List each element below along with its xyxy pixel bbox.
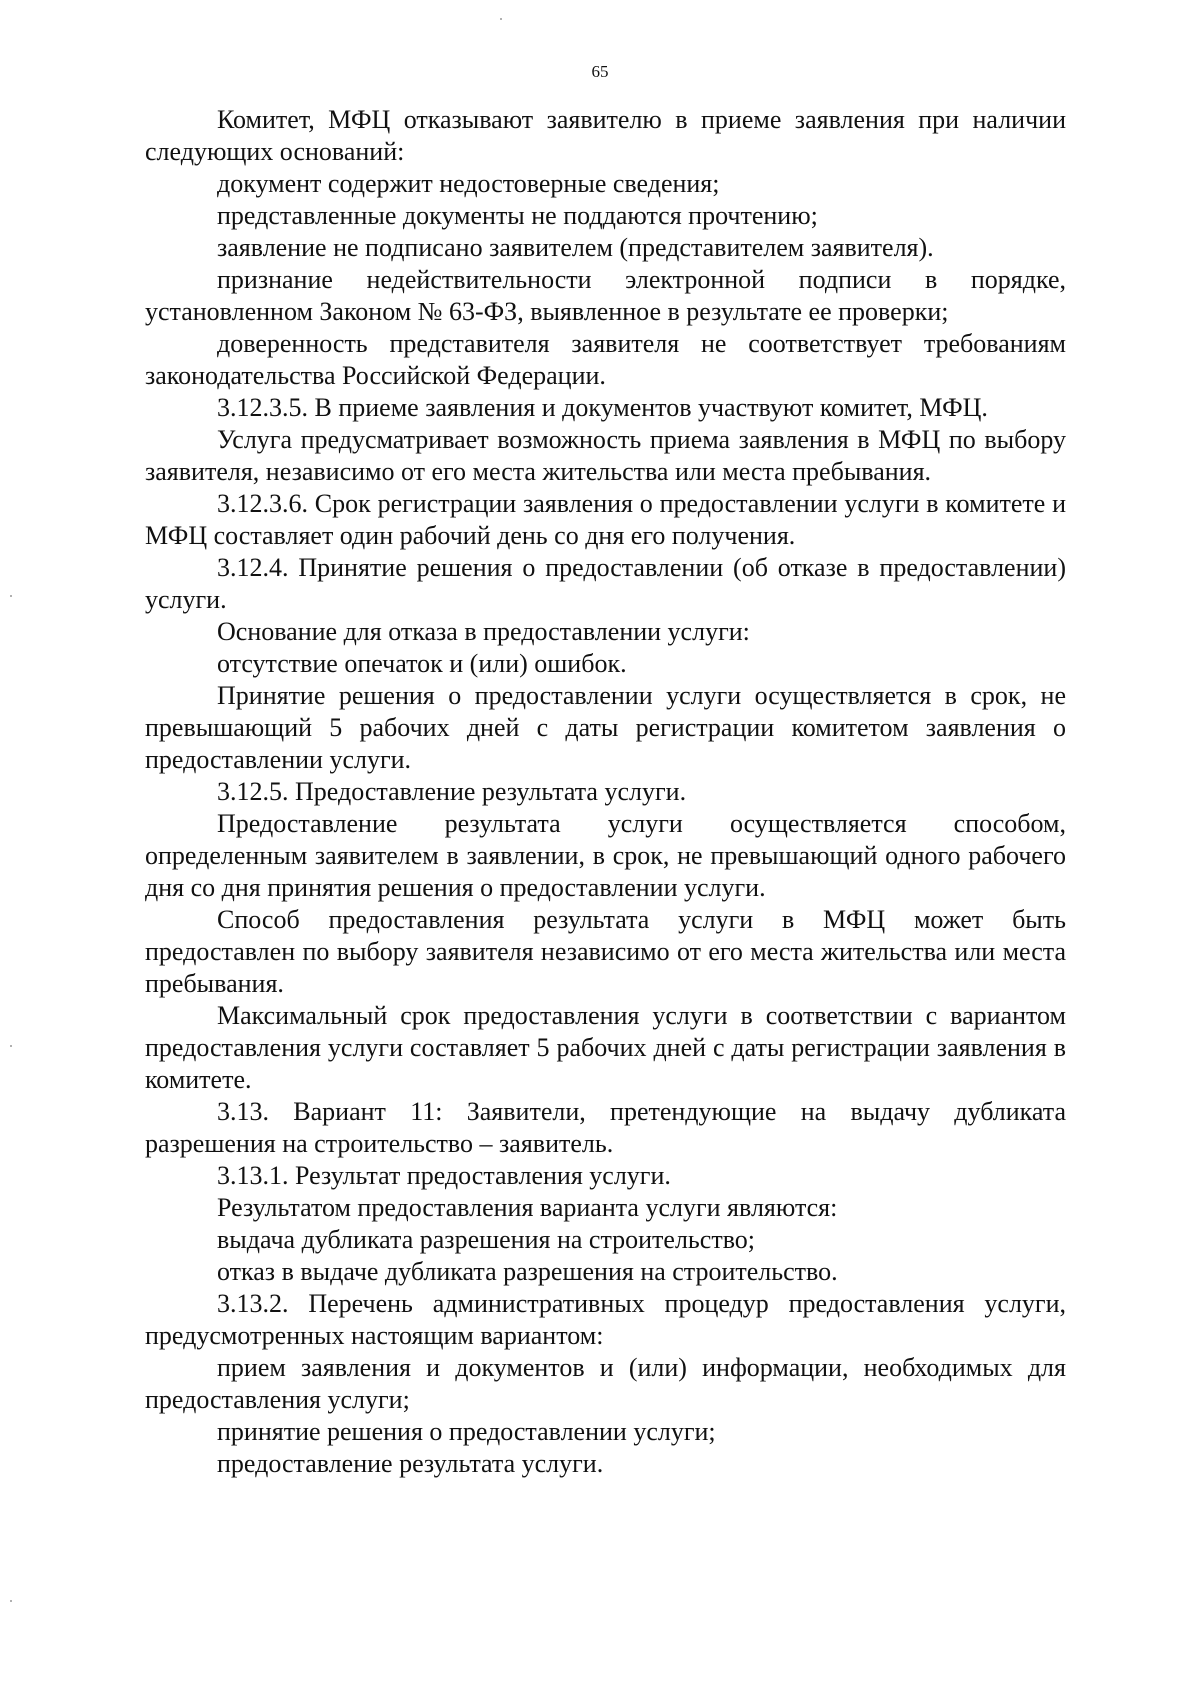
paragraph: предоставление результата услуги. — [217, 1449, 604, 1478]
paragraph: Предоставление результата услуги осуществляется способом, определенным заявителем в заявлении, в срок, не превышающий одного рабочего дня со дня принятия решения о предоставлении услуги. — [145, 809, 1066, 902]
document-body — [145, 104, 1066, 1480]
paragraph: выдача дубликата разрешения на строительство; — [217, 1225, 756, 1254]
paragraph: 3.12.3.6. Срок регистрации заявления о предоставлении услуги в комитете и МФЦ составляет один рабочий день со дня его получения. — [145, 489, 1066, 550]
paragraph: отсутствие опечаток и (или) ошибок. — [217, 649, 627, 678]
scan-speck — [10, 1600, 12, 1602]
paragraph: признание недействительности электронной подписи в порядке, установленном Законом № 63-ФЗ, выявленное в результате ее проверки; — [145, 265, 1066, 326]
paragraph: 3.12.5. Предоставление результата услуги. — [217, 777, 687, 806]
paragraph: прием заявления и документов и (или) информации, необходимых для предоставления услуги; — [145, 1353, 1066, 1414]
paragraph: Услуга предусматривает возможность приема заявления в МФЦ по выбору заявителя, независимо от его места жительства или места пребывания. — [145, 425, 1066, 486]
paragraph: заявление не подписано заявителем (представителем заявителя). — [217, 233, 934, 262]
paragraph: 3.13.2. Перечень административных процедур предоставления услуги, предусмотренных настоящим вариантом: — [145, 1289, 1066, 1350]
paragraph: доверенность представителя заявителя не соответствует требованиям законодательства Российской Федерации. — [145, 329, 1066, 390]
scan-speck — [10, 1045, 12, 1047]
paragraph: 3.12.3.5. В приеме заявления и документов участвуют комитет, МФЦ. — [217, 393, 988, 422]
paragraph: Способ предоставления результата услуги в МФЦ может быть предоставлен по выбору заявителя независимо от его места жительства или места пребывания. — [145, 905, 1066, 998]
paragraph: принятие решения о предоставлении услуги; — [217, 1417, 716, 1446]
paragraph: отказ в выдаче дубликата разрешения на строительство. — [217, 1257, 838, 1286]
paragraph: Комитет, МФЦ отказывают заявителю в приеме заявления при наличии следующих оснований: — [145, 105, 1066, 166]
paragraph: Результатом предоставления варианта услуги являются: — [217, 1193, 838, 1222]
paragraph: документ содержит недостоверные сведения; — [217, 169, 720, 198]
paragraph: Максимальный срок предоставления услуги в соответствии с вариантом предоставления услуги составляет 5 рабочих дней с даты регистрации заявления в комитете. — [145, 1001, 1066, 1094]
scan-speck — [500, 18, 502, 20]
paragraph: Принятие решения о предоставлении услуги осуществляется в срок, не превышающий 5 рабочих дней с даты регистрации комитетом заявления о предоставлении услуги. — [145, 681, 1066, 774]
paragraph: Основание для отказа в предоставлении услуги: — [217, 617, 750, 646]
paragraph: 3.13. Вариант 11: Заявители, претендующие на выдачу дубликата разрешения на строительство – заявитель. — [145, 1097, 1066, 1158]
paragraph: 3.13.1. Результат предоставления услуги. — [217, 1161, 671, 1190]
page-number: 65 — [591, 62, 609, 81]
paragraph: 3.12.4. Принятие решения о предоставлении (об отказе в предоставлении) услуги. — [145, 553, 1066, 614]
paragraph: представленные документы не поддаются прочтению; — [217, 201, 818, 230]
scan-speck — [10, 595, 12, 597]
